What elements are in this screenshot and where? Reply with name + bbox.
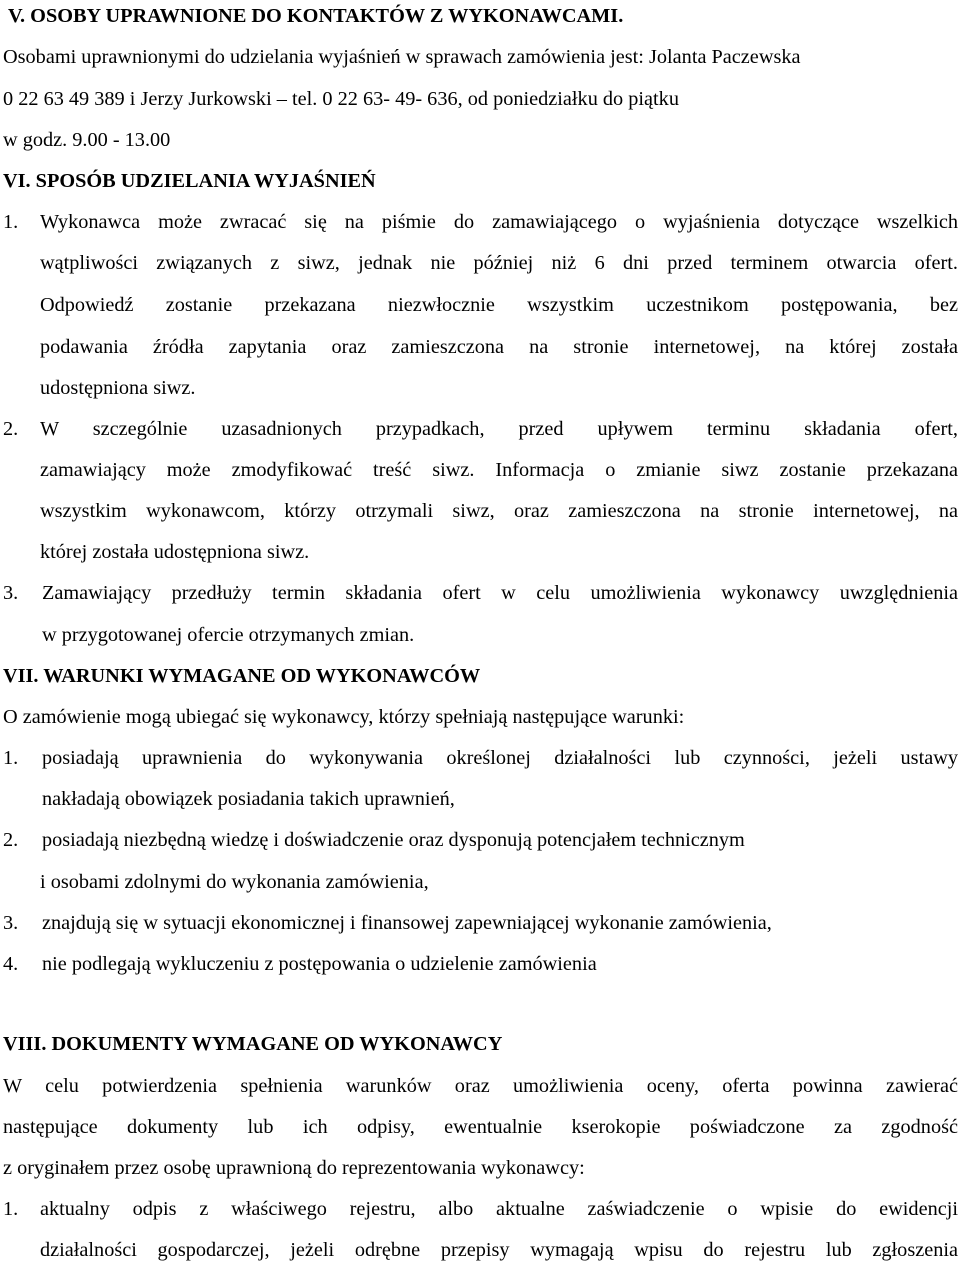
list-number: 1. xyxy=(3,211,19,233)
section-v-line: Osobami uprawnionymi do udzielania wyjaśnień w sprawach zamówienia jest: Jolanta Paczewska xyxy=(3,46,801,68)
list-number: 3. xyxy=(3,582,19,604)
list-number: 2. xyxy=(3,418,19,440)
list-item-line: wszystkim wykonawcom, którzy otrzymali siwz, oraz zamieszczona na stronie internetowej, na xyxy=(40,500,958,522)
list-item-line: podawania źródła zapytania oraz zamieszczona na stronie internetowej, na której została xyxy=(40,336,958,358)
list-item-line: posiadają uprawnienia do wykonywania określonej działalności lub czynności, jeżeli ustawy xyxy=(42,747,958,769)
list-item-line: i osobami zdolnymi do wykonania zamówienia, xyxy=(40,871,429,893)
list-item-line: działalności gospodarczej, jeżeli odrębne przepisy wymagają wpisu do rejestru lub zgłoszenia xyxy=(40,1239,958,1261)
list-item-line: nie podlegają wykluczeniu z postępowania o udzielenie zamówienia xyxy=(42,953,597,975)
list-item-line: zamawiający może zmodyfikować treść siwz. Informacja o zmianie siwz zostanie przekazana xyxy=(40,459,958,481)
list-item-line: aktualny odpis z właściwego rejestru, albo aktualne zaświadczenie o wpisie do ewidencji xyxy=(40,1198,958,1220)
list-item-line: znajdują się w sytuacji ekonomicznej i finansowej zapewniającej wykonanie zamówienia, xyxy=(42,912,772,934)
list-item-line: W szczególnie uzasadnionych przypadkach, przed upływem terminu składania ofert, xyxy=(40,418,958,440)
section-vii-heading: VII. WARUNKI WYMAGANE OD WYKONAWCÓW xyxy=(3,665,481,687)
section-viii-intro-line: następujące dokumenty lub ich odpisy, ewentualnie kserokopie poświadczone za zgodność xyxy=(3,1116,958,1138)
list-item-line: Odpowiedź zostanie przekazana niezwłocznie wszystkim uczestnikom postępowania, bez xyxy=(40,294,958,316)
section-vi-heading: VI. SPOSÓB UDZIELANIA WYJAŚNIEŃ xyxy=(3,170,376,192)
list-item-line: wątpliwości związanych z siwz, jednak nie później niż 6 dni przed terminem otwarcia ofert. xyxy=(40,252,958,274)
section-v-line: w godz. 9.00 - 13.00 xyxy=(3,129,171,151)
list-number: 1. xyxy=(3,1198,19,1220)
list-item-line: udostępniona siwz. xyxy=(40,377,196,399)
list-number: 3. xyxy=(3,912,19,934)
list-item-line: nakładają obowiązek posiadania takich uprawnień, xyxy=(42,788,455,810)
section-v-heading: V. OSOBY UPRAWNIONE DO KONTAKTÓW Z WYKONAWCAMI. xyxy=(8,5,624,27)
list-number: 1. xyxy=(3,747,19,769)
list-item-line: Zamawiający przedłuży termin składania ofert w celu umożliwienia wykonawcy uwzględnienia xyxy=(42,582,958,604)
list-number: 4. xyxy=(3,953,19,975)
list-number: 2. xyxy=(3,829,19,851)
section-viii-intro-line: W celu potwierdzenia spełnienia warunków oraz umożliwienia oceny, oferta powinna zawierać xyxy=(3,1075,958,1097)
section-v-line: 0 22 63 49 389 i Jerzy Jurkowski – tel. 0 22 63- 49- 636, od poniedziałku do piątku xyxy=(3,88,679,110)
list-item-line: posiadają niezbędną wiedzę i doświadczenie oraz dysponują potencjałem technicznym xyxy=(42,829,745,851)
list-item-line: w przygotowanej ofercie otrzymanych zmian. xyxy=(42,624,415,646)
section-viii-heading: VIII. DOKUMENTY WYMAGANE OD WYKONAWCY xyxy=(3,1033,503,1055)
list-item-line: której została udostępniona siwz. xyxy=(40,541,310,563)
section-vii-intro: O zamówienie mogą ubiegać się wykonawcy, którzy spełniają następujące warunki: xyxy=(3,706,685,728)
section-viii-intro-line: z oryginałem przez osobę uprawnioną do reprezentowania wykonawcy: xyxy=(3,1157,585,1179)
list-item-line: Wykonawca może zwracać się na piśmie do zamawiającego o wyjaśnienia dotyczące wszelkich xyxy=(40,211,958,233)
